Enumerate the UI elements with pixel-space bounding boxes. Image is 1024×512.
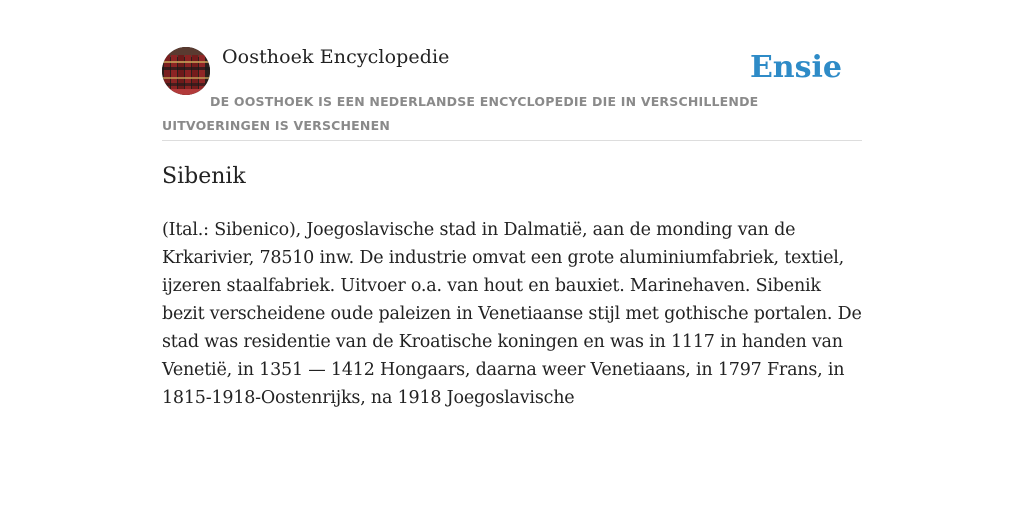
entry-title: Sibenik: [162, 164, 246, 189]
source-avatar[interactable]: [162, 47, 210, 95]
entry-body: (Ital.: Sibenico), Joegoslavische stad in Dalmatië, aan de monding van de Krkarivier, 78510 inw. De industrie omvat een grote aluminiumfabriek, textiel, ijzeren staalfabriek. Uitvoer o.a. van hout en bauxiet. Marinehaven. Sibenik bezit verscheidene oude paleizen in Venetiaanse stijl met gothische portalen. De stad was residentie van de Kroatische koningen en was in 1117 in handen van Venetië, in 1351 — 1412 Hongaars, daarna weer Venetiaans, in 1797 Frans, in 1815-1918-Oostenrijks, na 1918 Joegoslavische: [162, 220, 862, 408]
brand-logo[interactable]: Ensie: [749, 50, 842, 85]
source-name[interactable]: Oosthoek Encyclopedie: [222, 46, 450, 68]
source-tagline: DE OOSTHOEK IS EEN NEDERLANDSE ENCYCLOPEDIE DIE IN VERSCHILLENDE UITVOERINGEN IS VERSCHENEN: [162, 94, 759, 133]
book-spines-icon: [162, 47, 210, 95]
source-header: [162, 44, 862, 141]
